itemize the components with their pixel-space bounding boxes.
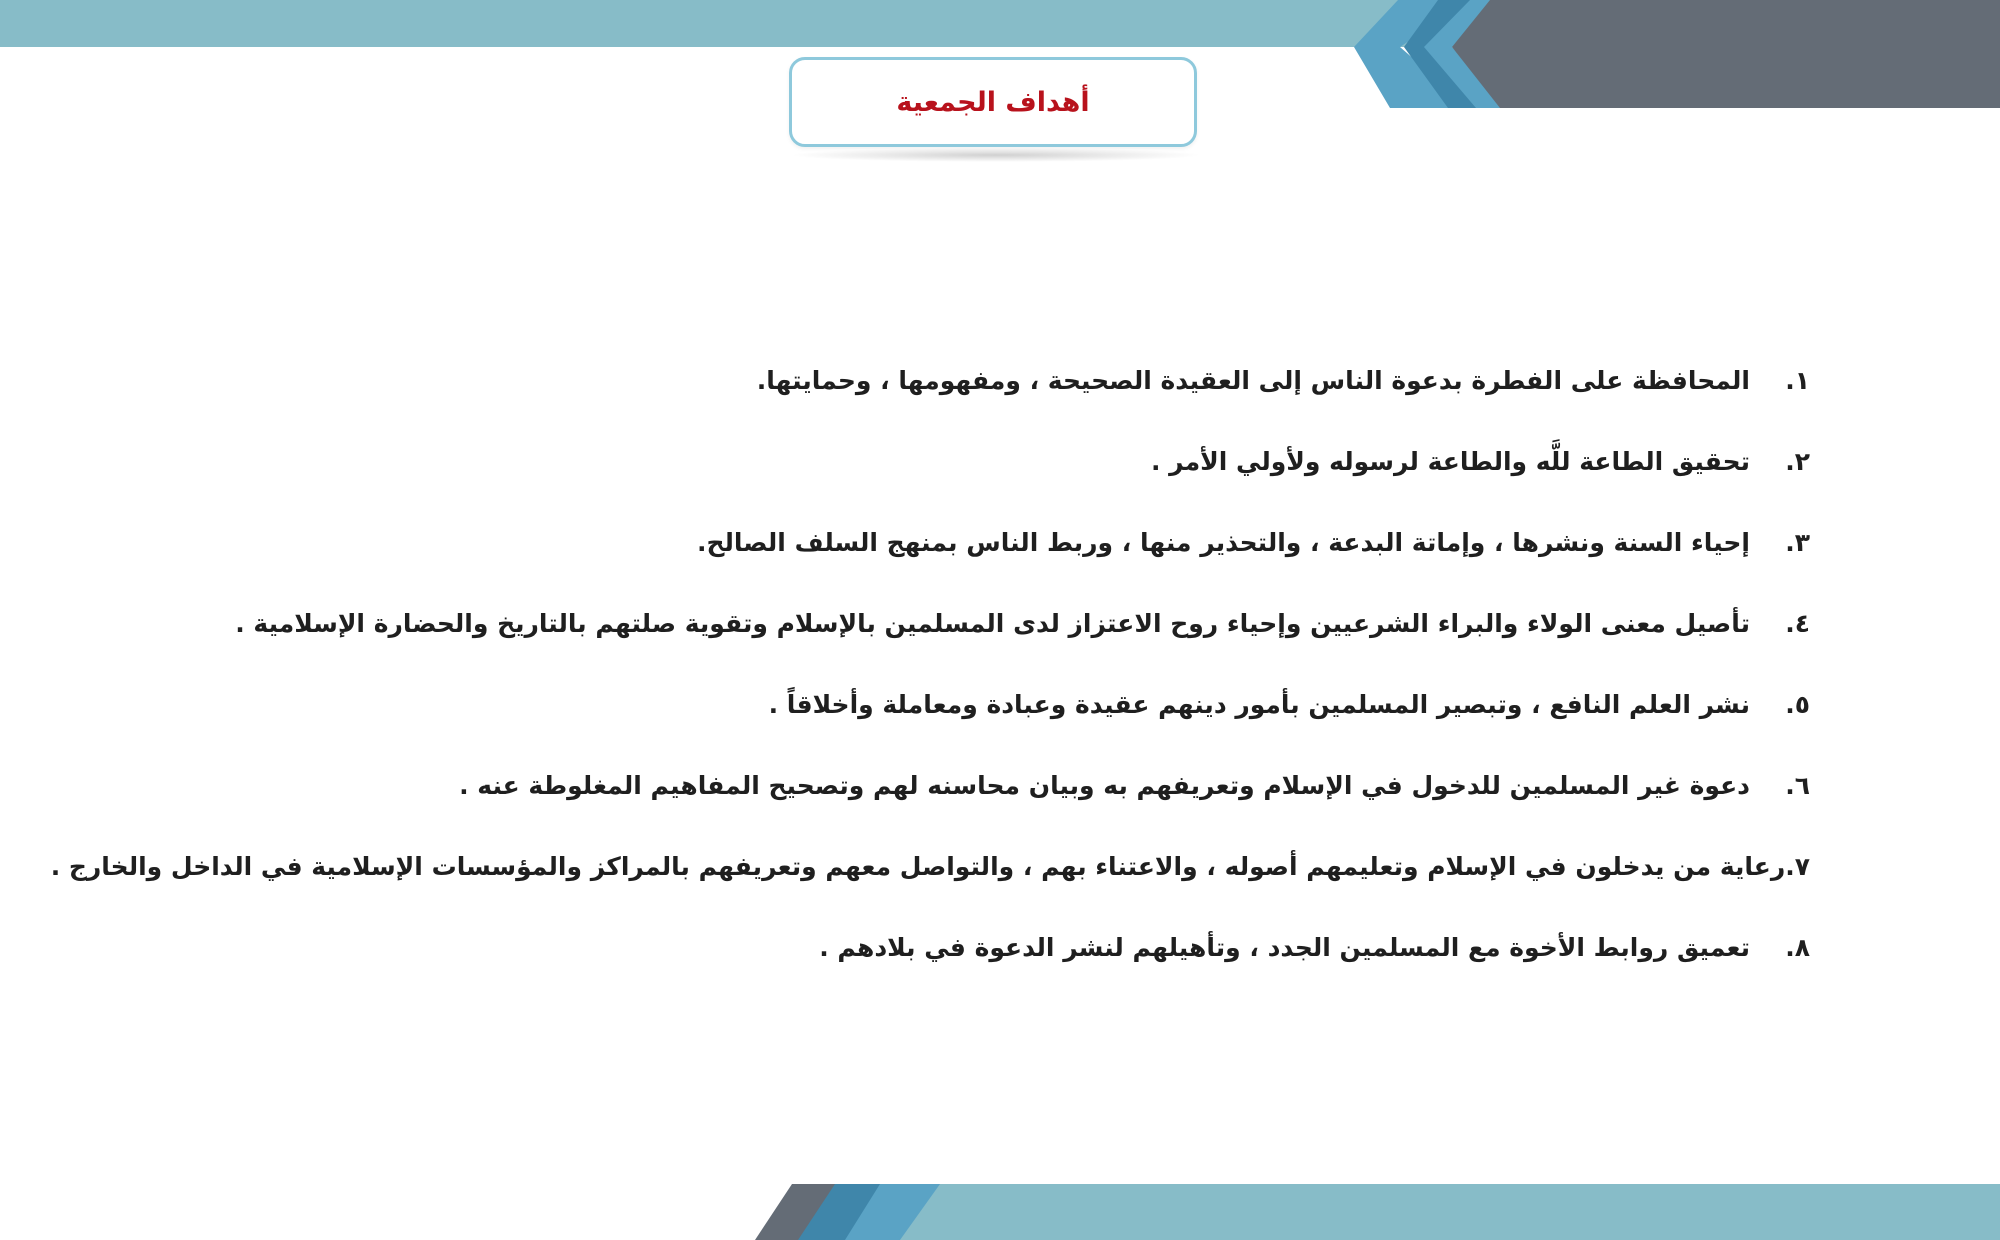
goal-text: إحياء السنة ونشرها ، وإماتة البدعة ، والتحذير منها ، وربط الناس بمنهج السلف الصالح.: [696, 528, 1750, 557]
bottom-band-light: [900, 1184, 2000, 1240]
goal-text: نشر العلم النافع ، وتبصير المسلمين بأمور دينهم عقيدة وعبادة ومعاملة وأخلاقاً .: [768, 690, 1750, 719]
goal-text: دعوة غير المسلمين للدخول في الإسلام وتعريفهم به وبيان محاسنه لهم وتصحيح المفاهيم المغلوطة عنه .: [459, 771, 1750, 800]
goal-item-7: [50, 826, 1810, 907]
goal-item-5: [190, 664, 1810, 745]
goal-text: رعاية من يدخلون في الإسلام وتعليمهم أصوله ، والاعتناء بهم ، والتواصل معهم وتعريفهم بالمراكز والمؤسسات الإسلامية في الداخل والخارج .: [50, 852, 1786, 881]
goal-item-2: [190, 421, 1810, 502]
goal-item-1: [190, 340, 1810, 421]
goal-text: تعميق روابط الأخوة مع المسلمين الجدد ، وتأهيلهم لنشر الدعوة في بلادهم .: [819, 933, 1750, 962]
page-title: أهداف الجمعية: [896, 86, 1090, 118]
goal-text: تحقيق الطاعة للَّه والطاعة لرسوله ولأولي الأمر .: [1150, 447, 1750, 476]
goal-item-4: [190, 583, 1810, 664]
goal-text: تأصيل معنى الولاء والبراء الشرعيين وإحياء روح الاعتزاز لدى المسلمين بالإسلام وتقوية صلتهم بالتاريخ والحضارة الإسلامية .: [235, 609, 1750, 638]
goal-item-3: [190, 502, 1810, 583]
goal-number: ٣.: [1785, 528, 1810, 557]
goal-number: ٤.: [1785, 609, 1810, 638]
title-shadow: [790, 148, 1202, 162]
goal-number: ٦.: [1785, 771, 1810, 800]
goals-list: [50, 340, 1810, 988]
goal-number: ٢.: [1785, 447, 1810, 476]
goal-number: ٨.: [1785, 933, 1810, 962]
title-box: [789, 57, 1197, 147]
goal-number: ١.: [1785, 366, 1810, 395]
goal-number: ٧.: [1785, 852, 1810, 881]
goal-item-8: [190, 907, 1810, 988]
goal-text: المحافظة على الفطرة بدعوة الناس إلى العقيدة الصحيحة ، ومفهومها ، وحمايتها.: [756, 366, 1750, 395]
goal-number: ٥.: [1785, 690, 1810, 719]
goal-item-6: [190, 745, 1810, 826]
